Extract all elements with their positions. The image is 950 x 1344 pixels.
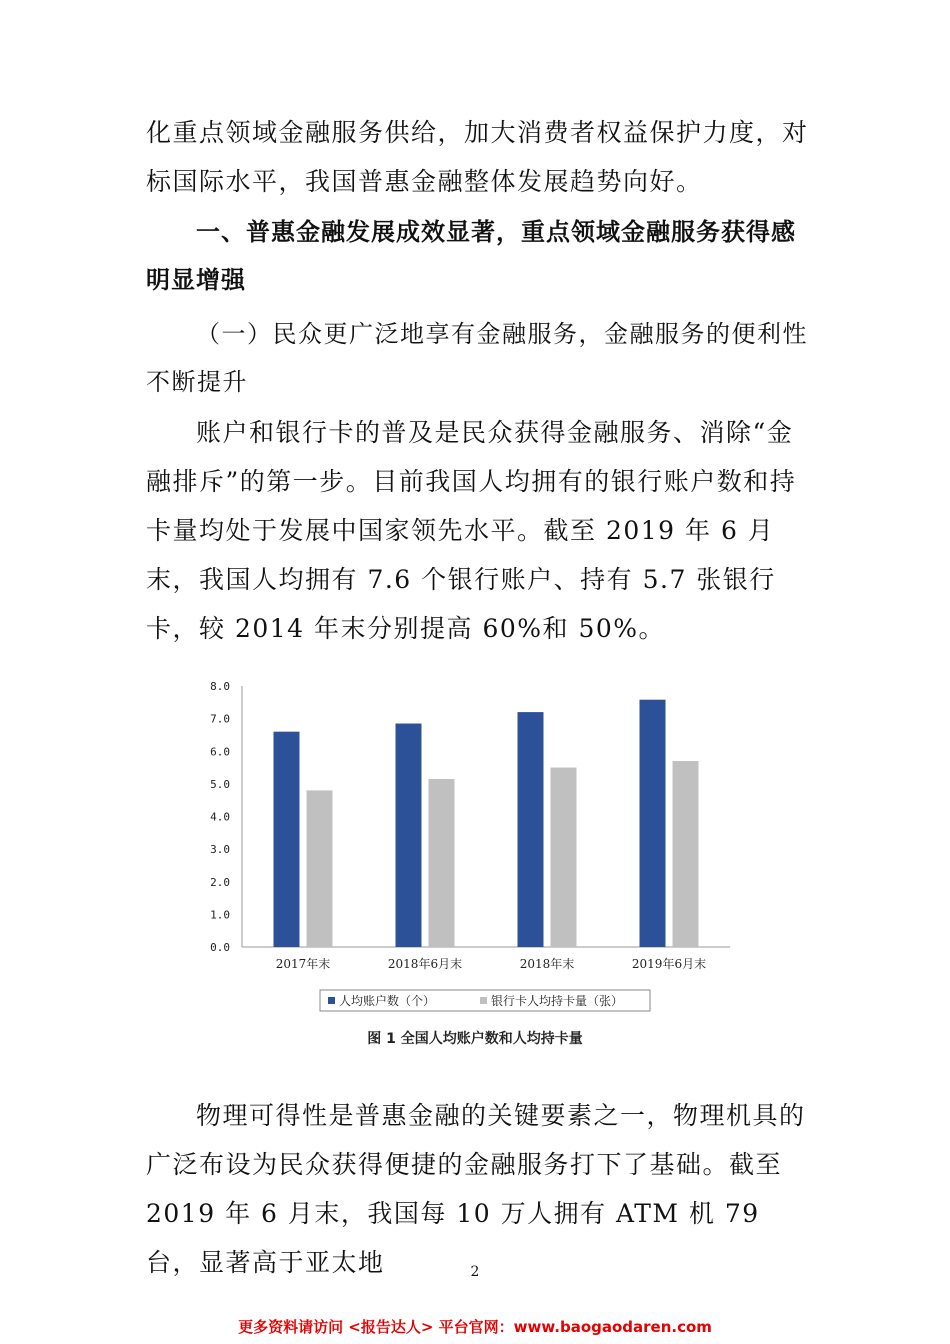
y-tick-label: 0.0 [210,941,230,954]
x-category-label: 2018年末 [519,957,575,971]
paragraph-accounts: 账户和银行卡的普及是民众获得金融服务、消除“金融排斥”的第一步。目前我国人均拥有的银行账户数和持卡量均处于发展中国家领先水平。截至 2019 年 6 月末，我国人均拥有 7.6 个银行账户、持有 5.7 张银行卡，较 2014 年末分别提高 60%和 50%。 [146,418,797,643]
bar-accounts [274,732,300,947]
legend-label-cards: 银行卡人均持卡量（张） [491,994,624,1008]
bar-accounts [640,700,666,947]
bar-cards [307,790,333,947]
page-number: 2 [470,1264,480,1280]
paragraph-intro: 化重点领域金融服务供给，加大消费者权益保护力度，对标国际水平，我国普惠金融整体发展趋势向好。 [146,118,809,196]
bar-cards [551,768,577,947]
footer-link[interactable]: 更多资料请访问 <报告达人> 平台官网：www.baogaodaren.com [238,1318,712,1336]
legend-label-accounts: 人均账户数（个） [339,994,436,1008]
legend [320,990,650,1011]
x-category-label: 2018年6月末 [387,957,463,971]
bar-cards [429,779,455,947]
legend-swatch-accounts [328,997,335,1004]
bar-chart [190,670,750,1020]
bar-accounts [518,712,544,947]
bar-accounts [396,724,422,947]
legend-swatch-cards [480,997,487,1004]
x-category-label: 2019年6月末 [631,957,707,971]
y-tick-label: 2.0 [210,875,230,889]
subsection-heading: （一）民众更广泛地享有金融服务，金融服务的便利性不断提升 [146,320,808,396]
y-tick-label: 6.0 [210,745,230,759]
y-tick-label: 3.0 [210,843,230,857]
y-tick-label: 4.0 [210,810,230,824]
y-tick-label: 8.0 [210,680,230,693]
y-tick-label: 7.0 [210,712,230,726]
y-tick-label: 5.0 [210,777,230,791]
y-tick-label: 1.0 [210,908,230,922]
paragraph-atm: 物理可得性是普惠金融的关键要素之一，物理机具的广泛布设为民众获得便捷的金融服务打下了基础。截至 2019 年 6 月末，我国每 10 万人拥有 ATM 机 79 台，显著高于亚太地 [146,1101,806,1277]
x-category-label: 2017年末 [275,957,331,971]
bar-cards [673,761,699,947]
figure-caption: 图 1 全国人均账户数和人均持卡量 [367,1031,583,1047]
section-heading: 一、普惠金融发展成效显著，重点领域金融服务获得感明显增强 [146,218,796,294]
